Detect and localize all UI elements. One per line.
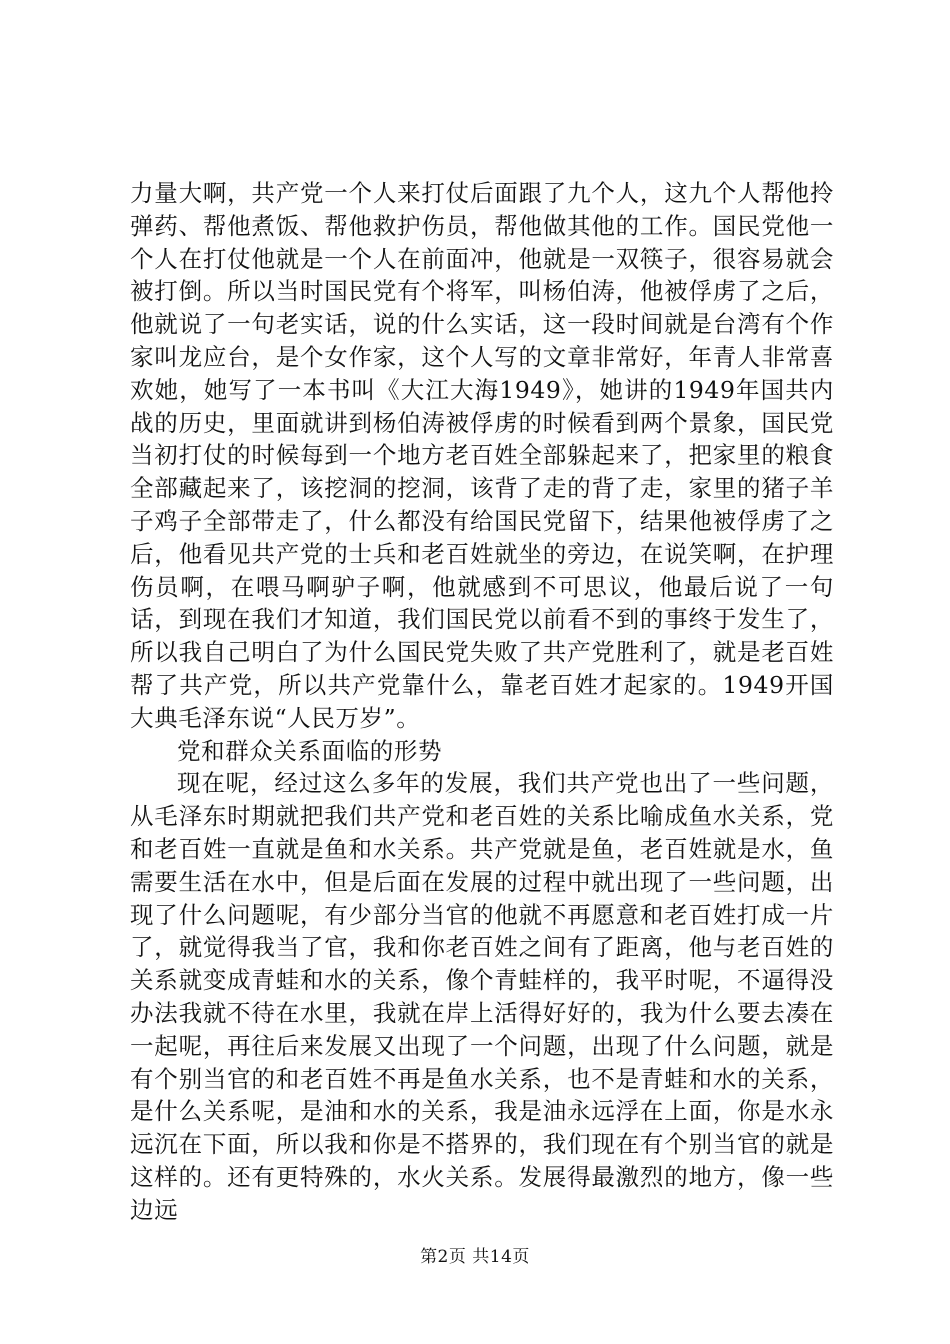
body-paragraph-2: 现在呢，经过这么多年的发展，我们共产党也出了一些问题，从毛泽东时期就把我们共产党和老百姓的关系比喻成鱼水关系，党和老百姓一直就是鱼和水关系。共产党就是鱼，老百姓就是水，鱼需要生活在水中，但是后面在发展的过程中就出现了一些问题，出现了什么问题呢，有少部分当官的他就不再愿意和老百姓打成一片了，就觉得我当了官，我和你老百姓之间有了距离，他与老百姓的关系就变成青蛙和水的关系，像个青蛙样的，我平时呢，不逼得没办法我就不待在水里，我就在岸上活得好好的，我为什么要去凑在一起呢，再往后来发展又出现了一个问题，出现了什么问题，就是有个别当官的和老百姓不再是鱼水关系，也不是青蛙和水的关系，是什么关系呢，是油和水的关系，我是油永远浮在上面，你是水永远沉在下面，所以我和你是不搭界的，我们现在有个别当官的就是这样的。还有更特殊的，水火关系。发展得最激烈的地方，像一些边远: [130, 769, 834, 1224]
page-footer: 第2页 共14页: [420, 1247, 530, 1267]
section-heading: 党和群众关系面临的形势: [177, 736, 443, 765]
body-paragraph-1: 力量大啊，共产党一个人来打仗后面跟了九个人，这九个人帮他拎弹药、帮他煮饭、帮他救护伤员，帮他做其他的工作。国民党他一个人在打仗他就是一个人在前面冲，他就是一双筷子，很容易就会被打倒。所以当时国民党有个将军，叫杨伯涛，他被俘虏了之后，他就说了一句老实话，说的什么实话，这一段时间就是台湾有个作家叫龙应台，是个女作家，这个人写的文章非常好，年青人非常喜欢她，她写了一本书叫《大江大海1949》，她讲的1949年国共内战的历史，里面就讲到杨伯涛被俘虏的时候看到两个景象，国民党当初打仗的时候每到一个地方老百姓全部躲起来了，把家里的粮食全部藏起来了，该挖洞的挖洞，该背了走的背了走，家里的猪子羊子鸡子全部带走了，什么都没有给国民党留下，结果他被俘虏了之后，他看见共产党的士兵和老百姓就坐的旁边，在说笑啊，在护理伤员啊，在喂马啊驴子啊，他就感到不可思议，他最后说了一句话，到现在我们才知道，我们国民党以前看不到的事终于发生了，所以我自己明白了为什么国民党失败了共产党胜利了，就是老百姓帮了共产党，所以共产党靠什么，靠老百姓才起家的。1949开国大典毛泽东说“人民万岁”。: [130, 179, 834, 732]
document-body: [130, 177, 834, 1227]
